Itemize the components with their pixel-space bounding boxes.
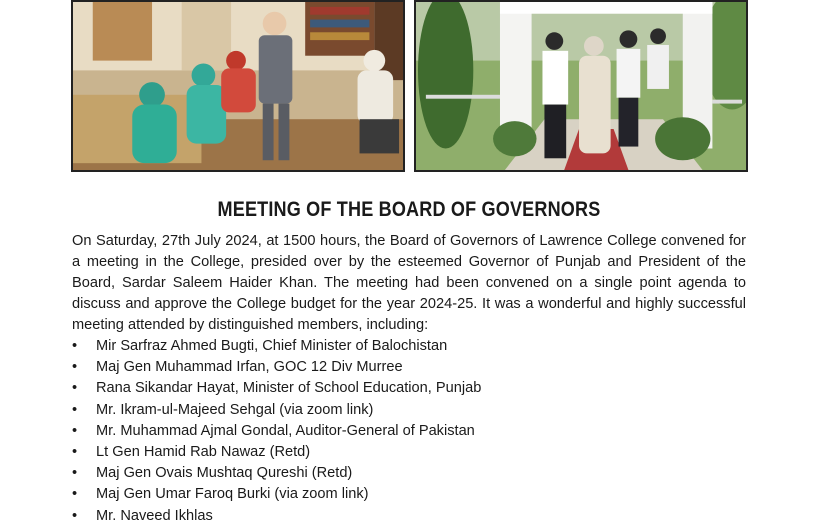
list-item: • Mr. Muhammad Ajmal Gondal, Auditor-General of Pakistan [72, 421, 481, 442]
list-item: • Maj Gen Umar Faroq Burki (via zoom link) [72, 484, 481, 505]
list-item: • Maj Gen Muhammad Irfan, GOC 12 Div Murree [72, 357, 481, 378]
members-list [72, 336, 481, 527]
list-item: • Lt Gen Hamid Rab Nawaz (Retd) [72, 442, 481, 463]
photo-library-visit [71, 0, 405, 172]
list-item: • Mr. Naveed Ikhlas [72, 506, 481, 527]
photo-porch-arrival [414, 0, 748, 172]
list-item: • Rana Sikandar Hayat, Minister of School Education, Punjab [72, 378, 481, 399]
list-item: • Mir Sarfraz Ahmed Bugti, Chief Minister of Balochistan [72, 336, 481, 357]
list-item: • Mr. Ikram-ul-Majeed Sehgal (via zoom link) [72, 400, 481, 421]
article-title: MEETING OF THE BOARD OF GOVERNORS [217, 198, 601, 221]
article-intro: On Saturday, 27th July 2024, at 1500 hours, the Board of Governors of Lawrence College convened for a meeting in the College, presided over by the esteemed Governor of Punjab and President of the Board, Sardar Saleem Haider Khan. The meeting had been convened on a single point agenda to discuss and approve the College budget for the year 2024-25. It was a wonderful and highly successful meeting attended by distinguished members, including: [72, 233, 746, 333]
list-item: • Maj Gen Ovais Mushtaq Qureshi (Retd) [72, 463, 481, 484]
